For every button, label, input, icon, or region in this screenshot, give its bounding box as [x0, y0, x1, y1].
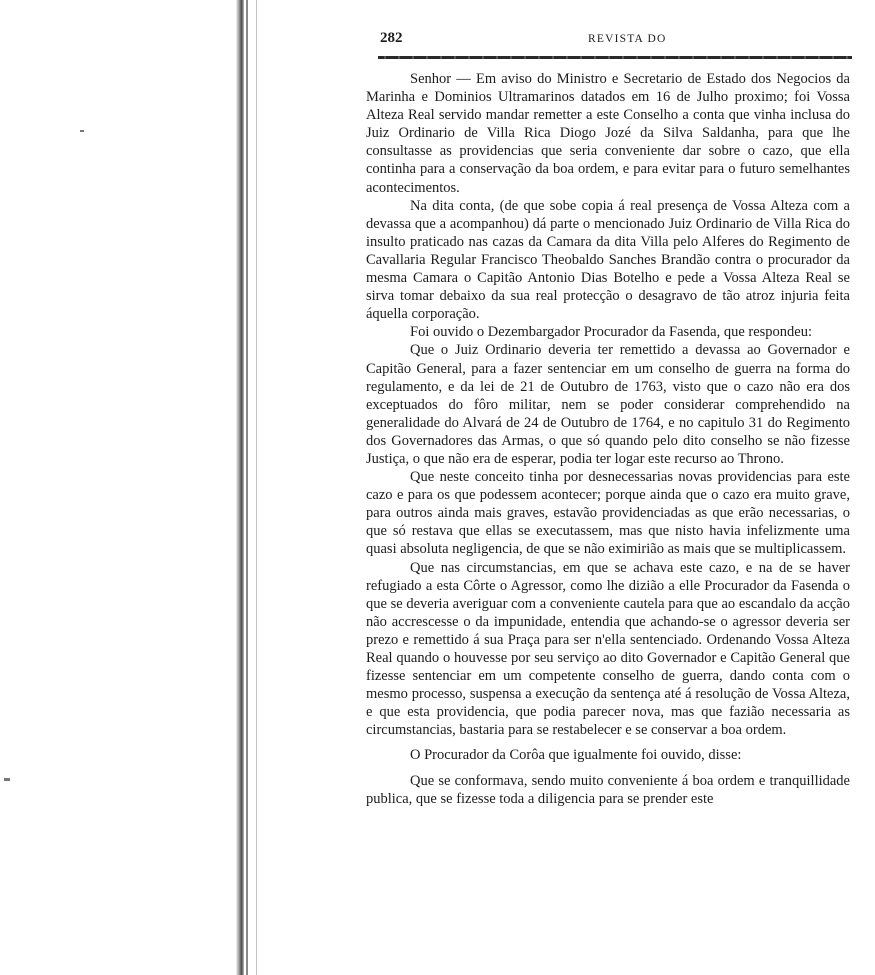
paragraph: Que nas circumstancias, em que se achava este cazo, e na de se haver refugiado a esta Côrte o Agressor, como lhe dizião a elle Procurador da Fasenda o que se deveria averiguar com a conveniente cautela para que ao escandalo da acção não accrescesse o da impunidade, entendia que achando-se o agressor deveria ser prezo e remettido á sua Praça para ser n'ella sentenciado. Ordenando Vossa Alteza Real quando o houvesse por seu serviço ao dito Governador e Capitão General que fizesse sentenciar em um competente conselho de guerra, dando conta com o mesmo processo, suspensa a execução da sentença até á resolução de Vossa Alteza, e que esta providencia, que podia parecer nova, mas que fazião necessaria as circumstancias, bastaria para se restabelecer e se conservar a boa ordem. — [366, 559, 850, 739]
page-number: 282 — [380, 30, 403, 46]
scan-speck — [80, 130, 84, 132]
paragraph: Que neste conceito tinha por desnecessarias novas providencias para este cazo e para os que podessem acontecer; porque ainda que o cazo era muito grave, para outros ainda mais graves, estavão providenciadas as que erão necessarias, o que só restava que ellas se executassem, mas que nisto havia infelizmente uma quasi absoluta negligencia, de que se não eximirião as mais que se multiplicassem. — [366, 469, 850, 558]
running-head: REVISTA DO — [588, 33, 667, 45]
paragraph: Foi ouvido o Dezembargador Procurador da Fasenda, que respondeu: — [410, 324, 812, 341]
paragraph: O Procurador da Corôa que igualmente foi ouvido, disse: — [410, 747, 742, 764]
paragraph: Na dita conta, (de que sobe copia á real presença de Vossa Alteza com a devassa que a acompanhou) dá parte o mencionado Juiz Ordinario de Villa Rica do insulto praticado nas cazas da Camara da dita Villa pelo Alferes do Regimento de Cavallaria Regular Francisco Theobaldo Sanches Brandão contra o procurador da mesma Camara o Capitão Antonio Dias Botelho e pede a Vossa Alteza Real se sirva tomar debaixo da sua real protecção o desagravo de tão atroz injuria feita áquella corporação. — [366, 197, 850, 323]
gutter-shadow — [236, 0, 244, 975]
paragraph: Que o Juiz Ordinario deveria ter remettido a devassa ao Governador e Capitão General, para a fazer sentenciar em um conselho de guerra na forma do regulamento, e da lei de 21 de Outubro de 1763, visto que o cazo não era dos exceptuados do fôro militar, nem se poder considerar comprehendido na generalidade do Alvará de 24 de Outubro de 1764, e no capitulo 31 do Regimento dos Governadores das Armas, o que só quando pelo dito conselho se não fizesse Justiça, o que não era de esperar, podia ter logar este recurso ao Throno. — [366, 342, 850, 467]
paragraph: Senhor — Em aviso do Ministro e Secretario de Estado dos Negocios da Marinha e Dominios Ultramarinos datados em 16 de Julho proximo; foi Vossa Alteza Real servido mandar remetter a este Conselho a conta que vinha inclusa do Juiz Ordinario de Villa Rica Diogo Jozé da Silva Saldanha, para que lhe consultasse as providencias que seria conveniente dar sobre o cazo, que ella continha para a conservação da boa ordem, e para evitar para o futuro semelhantes acontecimentos. — [366, 71, 850, 196]
header-rule — [378, 56, 852, 59]
page-header — [380, 30, 850, 52]
gutter-line — [246, 0, 248, 975]
scan-speck — [4, 778, 10, 781]
body-text — [366, 70, 850, 808]
book-gutter — [230, 0, 270, 975]
paragraph: Que se conformava, sendo muito conveniente á boa ordem e tranquillidade publica, que se fizesse toda a diligencia para se prender este — [366, 772, 850, 807]
gutter-line-faint — [256, 0, 257, 975]
